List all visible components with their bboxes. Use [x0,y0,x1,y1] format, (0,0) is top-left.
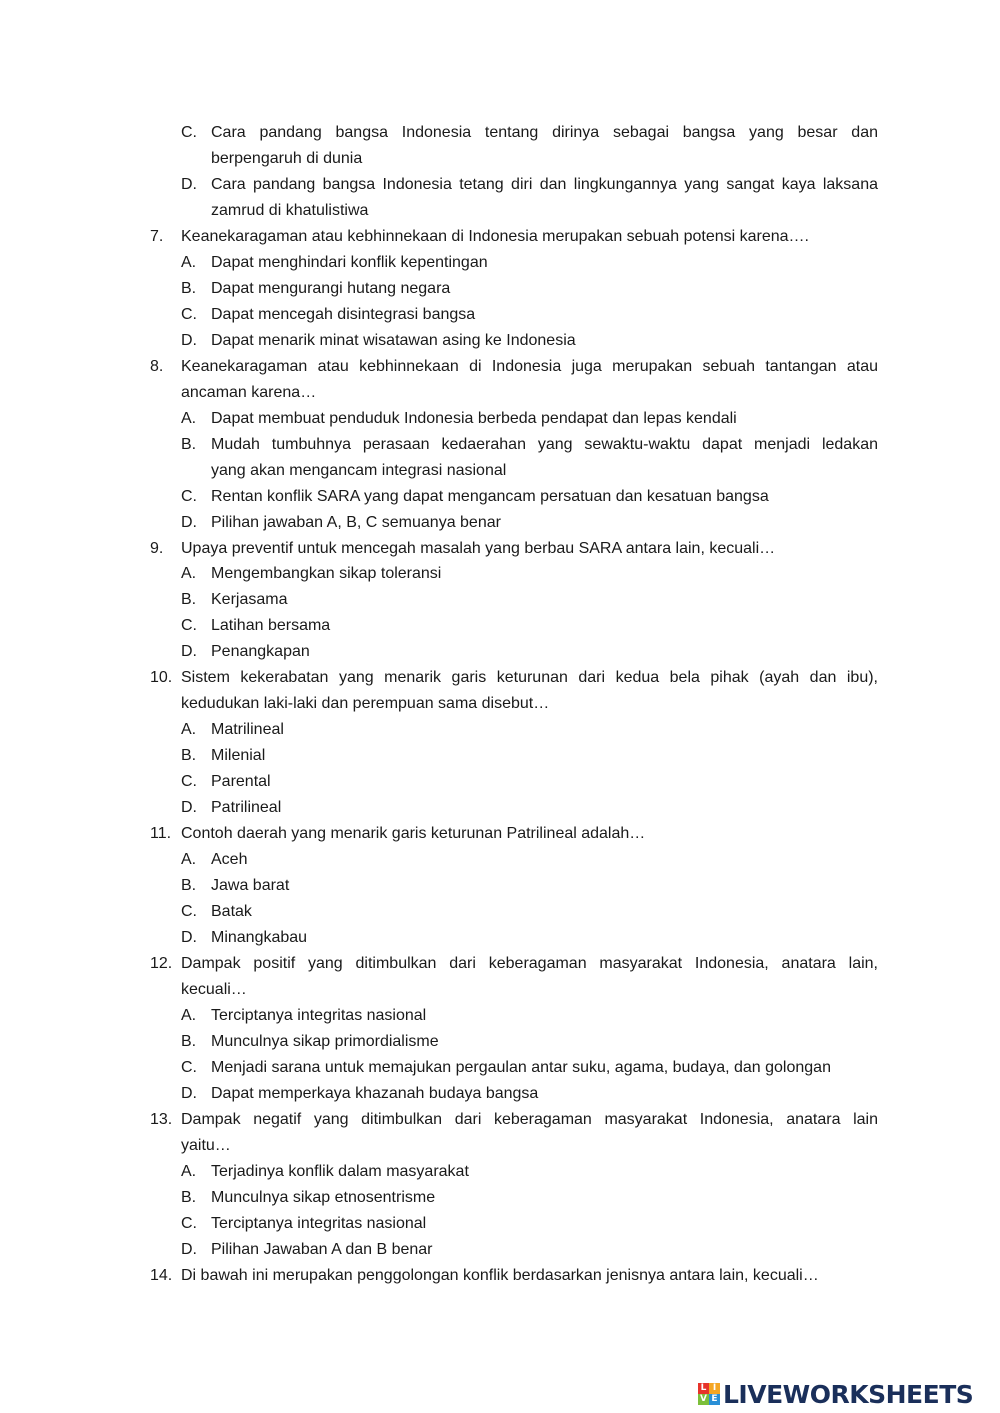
option-letter: B. [181,591,197,609]
question-text: kecuali… [181,981,247,998]
liveworksheets-logo [698,1378,973,1410]
question-text: Contoh daerah yang menarik garis keturunan Patrilineal adalah… [181,825,646,843]
option-letter: C. [181,903,197,921]
option-text: Dapat membuat penduduk Indonesia berbeda pendapat dan lepas kendali [211,409,737,427]
logo-mark-letter: E [709,1394,720,1405]
question-text: Sistem kekerabatan yang menarik garis keturunan dari kedua bela pihak (ayah dan ibu), [181,669,878,687]
option-text: Cara pandang bangsa Indonesia tentang dirinya sebagai bangsa yang besar dan [211,124,878,141]
option-text: Terjadinya konflik dalam masyarakat [211,1162,469,1180]
question-text: Di bawah ini merupakan penggolongan konflik berdasarkan jenisnya antara lain, kecuali… [181,1266,819,1284]
question-text: Upaya preventif untuk mencegah masalah yang berbau SARA antara lain, kecuali… [181,539,776,557]
option-text: Dapat mencegah disintegrasi bangsa [211,305,476,323]
option-text: Mengembangkan sikap toleransi [211,565,442,583]
question-number: 10. [150,669,173,687]
option-text: Aceh [211,851,248,869]
question-text: Dampak positif yang ditimbulkan dari keberagaman masyarakat Indonesia, anatara lain, [181,955,878,973]
option-text: Menjadi sarana untuk memajukan pergaulan antar suku, agama, budaya, dan golongan [211,1058,831,1076]
question-text: Keanekaragaman atau kebhinnekaan di Indonesia juga merupakan sebuah tantangan atau [181,357,878,375]
question-text: Keanekaragaman atau kebhinnekaan di Indonesia merupakan sebuah potensi karena…. [181,227,809,245]
option-text: Dapat memperkaya khazanah budaya bangsa [211,1084,539,1102]
option-letter: B. [181,279,197,297]
option-letter: C. [181,124,197,141]
option-letter: A. [181,409,197,427]
question-text: ancaman karena… [181,383,317,401]
option-letter: C. [181,305,197,323]
option-letter: A. [181,1162,197,1180]
option-text: Patrilineal [211,799,282,817]
option-text: Batak [211,903,252,921]
option-text: zamrud di khatulistiwa [211,201,369,219]
option-text: Latihan bersama [211,617,331,635]
option-letter: D. [181,643,197,661]
logo-mark-letter: L [698,1383,709,1394]
option-letter: A. [181,1006,197,1024]
liveworksheets-logo-text: LIVEWORKSHEETS [723,1379,974,1409]
option-text: Pilihan jawaban A, B, C semuanya benar [211,513,501,531]
option-letter: A. [181,851,197,869]
option-text: Munculnya sikap primordialisme [211,1032,439,1050]
option-text: Penangkapan [211,643,310,661]
option-text: Mudah tumbuhnya perasaan kedaerahan yang sewaktu-waktu dapat menjadi ledakan [211,435,878,453]
question-number: 7. [150,227,164,245]
question-text: Dampak negatif yang ditimbulkan dari keberagaman masyarakat Indonesia, anatara lain [181,1110,878,1128]
question-number: 13. [150,1110,173,1128]
option-letter: D. [181,929,197,947]
option-letter: D. [181,1240,197,1258]
option-text: Cara pandang bangsa Indonesia tetang diri dan lingkungannya yang sangat kaya laksana [211,175,878,193]
option-letter: B. [181,747,197,765]
option-text: Jawa barat [211,877,290,895]
option-letter: B. [181,1188,197,1206]
option-letter: B. [181,877,197,895]
option-letter: D. [181,799,197,817]
question-number: 11. [150,825,172,843]
option-letter: A. [181,253,197,271]
option-text: Dapat mengurangi hutang negara [211,279,451,297]
question-text: kedudukan laki-laki dan perempuan sama disebut… [181,695,550,713]
option-text: Munculnya sikap etnosentrisme [211,1188,436,1206]
option-letter: C. [181,617,197,635]
option-text: yang akan mengancam integrasi nasional [211,461,507,479]
question-text: yaitu… [181,1136,231,1154]
option-letter: D. [181,1084,197,1102]
option-text: Minangkabau [211,929,308,947]
option-text: Milenial [211,747,266,765]
option-letter: A. [181,565,197,583]
option-text: Dapat menarik minat wisatawan asing ke Indonesia [211,331,576,349]
option-letter: B. [181,1032,197,1050]
option-text: Rentan konflik SARA yang dapat mengancam persatuan dan kesatuan bangsa [211,487,769,505]
option-text: Pilihan Jawaban A dan B benar [211,1240,433,1258]
option-text: Kerjasama [211,591,288,609]
option-text: Terciptanya integritas nasional [211,1214,427,1232]
option-text: berpengaruh di dunia [211,149,363,167]
option-letter: D. [181,175,197,193]
option-letter: A. [181,721,197,739]
option-letter: C. [181,1058,197,1076]
option-letter: C. [181,1214,197,1232]
option-letter: B. [181,435,197,453]
option-text: Parental [211,773,271,791]
option-text: Matrilineal [211,721,284,739]
option-text: Dapat menghindari konflik kepentingan [211,253,488,271]
option-text: Terciptanya integritas nasional [211,1006,427,1024]
option-letter: D. [181,513,197,531]
option-letter: D. [181,331,197,349]
question-number: 8. [150,357,164,375]
question-number: 14. [150,1266,173,1284]
logo-mark-letter: V [698,1394,709,1405]
option-letter: C. [181,487,197,505]
question-number: 9. [150,539,164,557]
logo-mark-letter: I [709,1383,720,1394]
question-number: 12. [150,955,173,973]
liveworksheets-logo-mark [698,1383,720,1405]
option-letter: C. [181,773,197,791]
